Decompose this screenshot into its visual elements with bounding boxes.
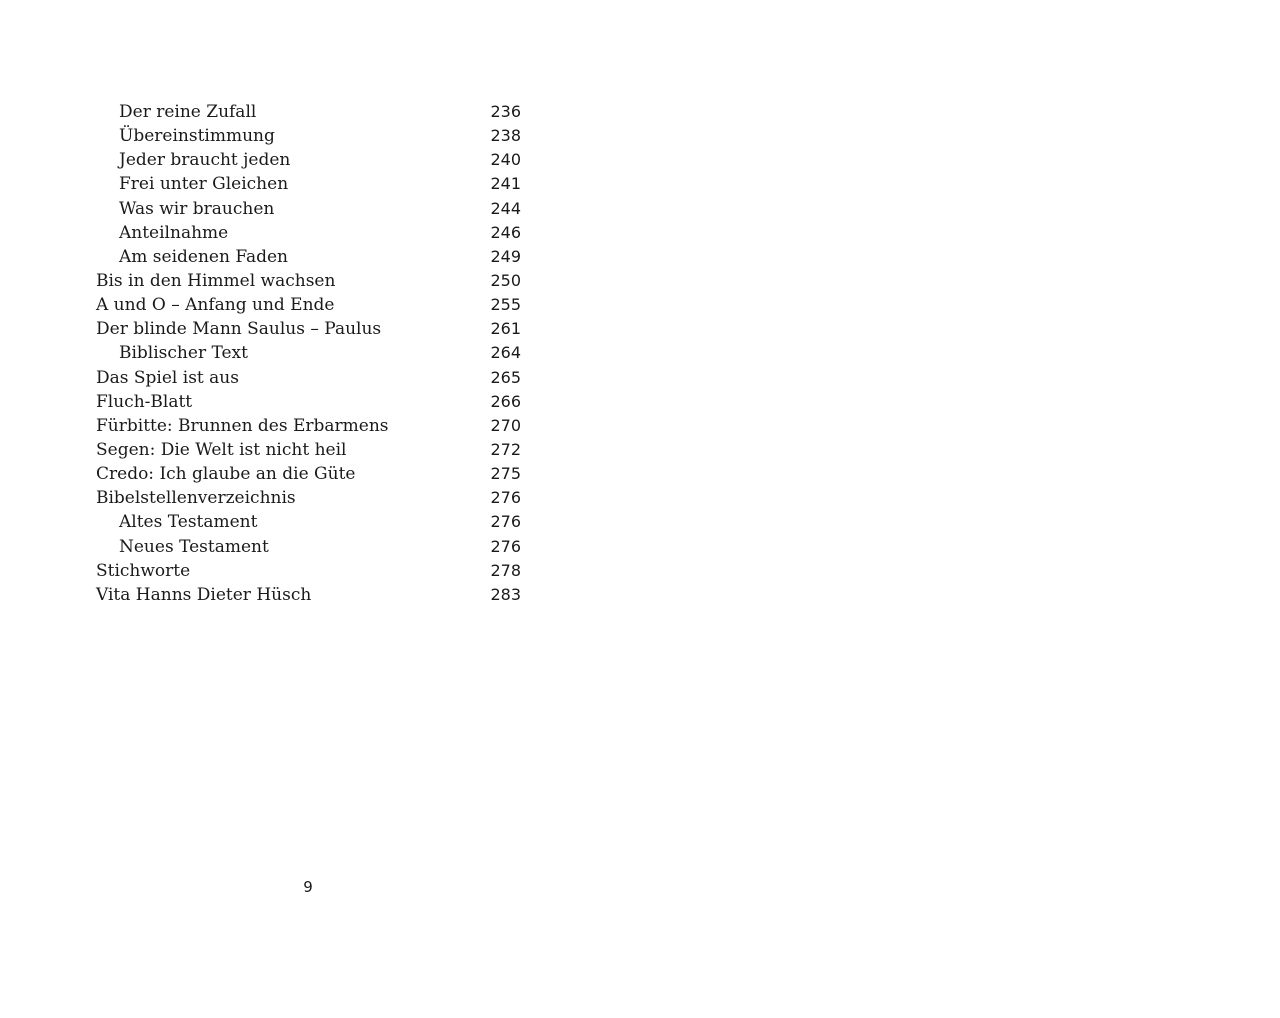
page-number: 9: [303, 878, 313, 896]
toc-entry: [96, 583, 521, 607]
toc-entry: [96, 245, 521, 269]
toc-entry-title: Frei unter Gleichen: [119, 174, 289, 195]
toc-entry-page: 249: [490, 246, 521, 266]
toc-entry-page: 270: [490, 415, 521, 435]
toc-entry: [96, 124, 521, 148]
toc-entry: [96, 293, 521, 317]
toc-entry: [96, 172, 521, 196]
toc-entry-page: 255: [490, 295, 521, 315]
toc-entry: [96, 414, 521, 438]
toc-entry: [96, 221, 521, 245]
toc-entry-title: Altes Testament: [119, 512, 258, 533]
toc-entry-title: Stichworte: [96, 560, 191, 581]
toc-entry-title: Bibelstellenverzeichnis: [96, 488, 296, 509]
toc-entry-title: Jeder braucht jeden: [119, 150, 291, 171]
toc-entry: [96, 390, 521, 414]
toc-entry-page: 236: [490, 102, 521, 121]
toc-entry: [96, 438, 521, 462]
toc-entry-title: Der reine Zufall: [119, 102, 257, 122]
toc-entry-title: Übereinstimmung: [119, 126, 275, 147]
toc-entry-title: Fürbitte: Brunnen des Erbarmens: [96, 415, 389, 436]
toc-entry: [96, 197, 521, 221]
toc-entry: [96, 486, 521, 510]
toc-entry-page: 250: [490, 270, 521, 290]
toc-entry: [96, 510, 521, 534]
toc-entry-title: Anteilnahme: [119, 222, 229, 243]
toc-entry-page: 276: [490, 536, 521, 556]
toc-entry: [96, 269, 521, 293]
toc-entry-page: 246: [490, 222, 521, 242]
toc-entry-title: Vita Hanns Dieter Hüsch: [96, 584, 312, 605]
toc-entry-title: Was wir brauchen: [119, 198, 275, 219]
toc-entry-page: 240: [490, 150, 521, 170]
toc-entry: [96, 100, 521, 124]
toc-entry-page: 272: [490, 439, 521, 459]
toc-entry-title: Der blinde Mann Saulus – Paulus: [96, 319, 382, 340]
toc-entry-title: Credo: Ich glaube an die Güte: [96, 464, 356, 485]
toc-entry: [96, 535, 521, 559]
toc-entry: [96, 341, 521, 365]
toc-entry-page: 261: [490, 319, 521, 339]
toc-entry-title: Am seidenen Faden: [119, 246, 288, 267]
toc-entry-title: Segen: Die Welt ist nicht heil: [96, 439, 347, 460]
toc-entry-page: 276: [490, 512, 521, 532]
toc-entry-page: 264: [490, 343, 521, 363]
toc-entry-page: 266: [490, 391, 521, 411]
toc-entry-title: Neues Testament: [119, 536, 269, 557]
toc-entry: [96, 366, 521, 390]
toc-entry-page: 275: [490, 464, 521, 484]
toc-entry-page: 276: [490, 488, 521, 508]
table-of-contents: [96, 100, 521, 607]
toc-entry-title: Das Spiel ist aus: [96, 367, 239, 388]
toc-entry-page: 283: [490, 584, 521, 604]
toc-entry-title: A und O – Anfang und Ende: [96, 295, 335, 316]
toc-entry-page: 265: [490, 367, 521, 387]
toc-entry-title: Biblischer Text: [119, 343, 248, 364]
toc-entry: [96, 462, 521, 486]
toc-entry: [96, 148, 521, 172]
toc-entry-page: 238: [490, 126, 521, 146]
toc-entry-page: 244: [490, 198, 521, 218]
toc-entry-title: Fluch-Blatt: [96, 391, 193, 412]
toc-entry-title: Bis in den Himmel wachsen: [96, 270, 336, 291]
toc-entry-page: 241: [490, 174, 521, 194]
toc-entry: [96, 559, 521, 583]
toc-entry: [96, 317, 521, 341]
toc-entry-page: 278: [490, 560, 521, 580]
